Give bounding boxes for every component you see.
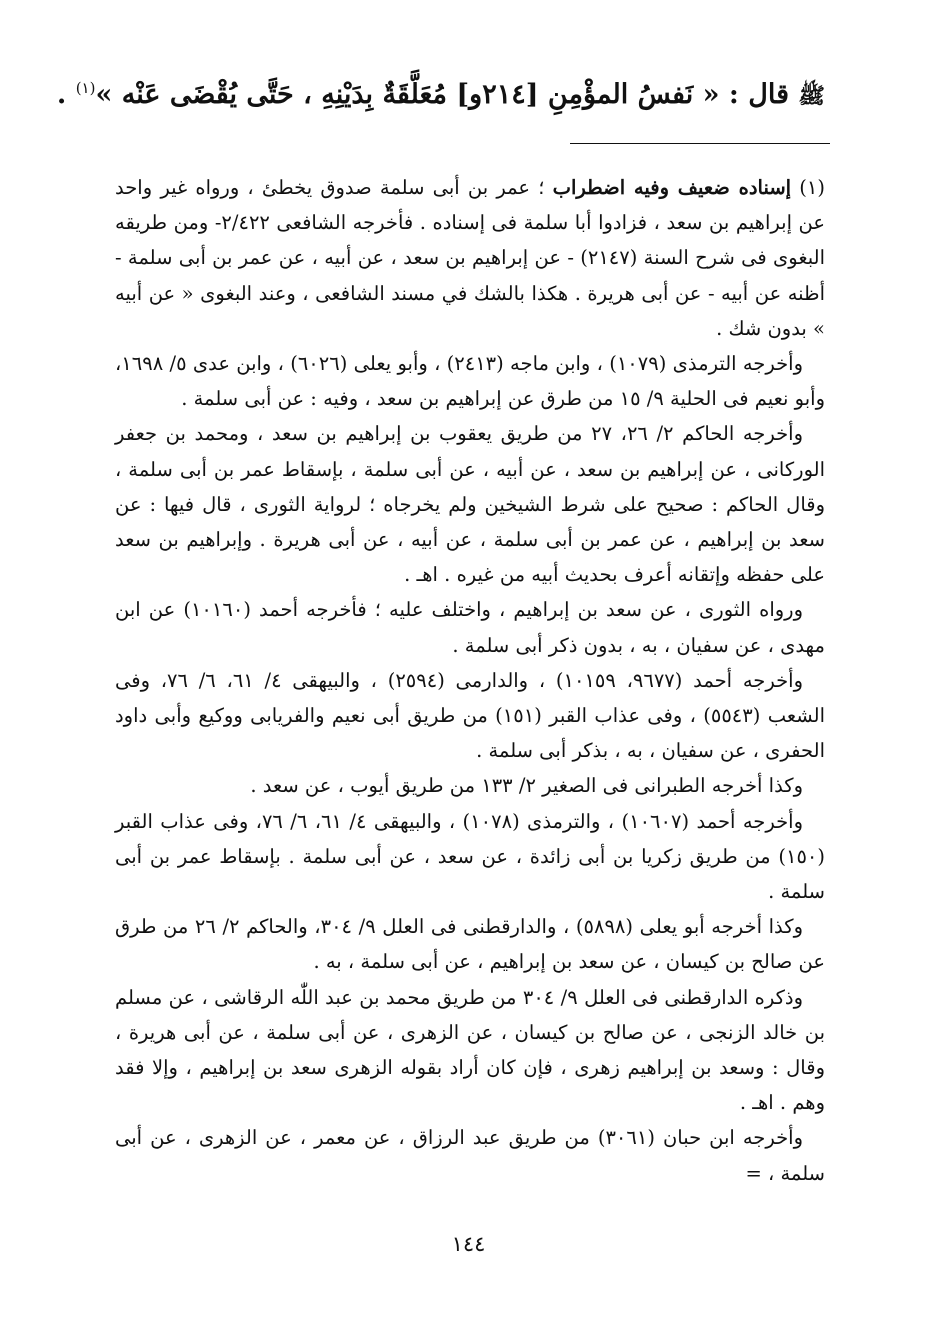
footnote-marker: (١) <box>75 79 96 97</box>
footnote-paragraph: وأخرجه أحمد (١٠٦٠٧) ، والترمذى (١٠٧٨) ، والبيهقى ٤/ ٦١، ٦/ ٧٦، وفى عذاب القبر (١٥٠) من طريق زكريا بن أبى زائدة ، عن سعد ، عن أبى سلمة . بإسقاط عمر بن أبى سلمة . <box>115 809 825 904</box>
footnote-verdict: إسناده ضعيف وفيه اضطراب <box>552 176 792 199</box>
footnote-text: ؛ عمر بن أبى سلمة صدوق يخطئ ، ورواه غير واحد عن إبراهيم بن سعد ، فزادوا أبا سلمة فى إسناده . فأخرجه الشافعى ٢/٤٢٢- ومن طريقه البغوى فى شرح السنة (٢١٤٧) - عن إبراهيم بن سعد ، عن أبيه ، عن عمر بن أبى سلمة - أظنه عن أبيه - عن أبى هريرة . هكذا بالشك في مسند الشافعى ، وعند البغوى « عن أبيه » بدون شك . <box>115 176 826 340</box>
hadith-line <box>56 66 825 118</box>
footnotes <box>115 170 825 1191</box>
honorific-glyph: ﷺ <box>798 83 825 109</box>
footnote-paragraph: ورواه الثورى ، عن سعد بن إبراهيم ، واختلف عليه ؛ فأخرجه أحمد (١٠١٦٠) عن ابن مهدى ، عن سفيان ، به ، بدون ذكر أبى سلمة . <box>115 598 825 657</box>
footnote-paragraph <box>115 170 825 346</box>
footnote-paragraph: وأخرجه أحمد (٩٦٧٧، ١٠١٥٩) ، والدارمى (٢٥٩٤) ، والبيهقى ٤/ ٦١، ٦/ ٧٦، وفى الشعب (٥٥٤٣) ، وفى عذاب القبر (١٥١) من طريق أبى نعيم والفريابى ووكيع وأبى داود الحفرى ، عن سفيان ، به ، بذكر أبى سلمة . <box>115 668 826 763</box>
page-number: ١٤٤ <box>451 1232 486 1256</box>
footnote-paragraph: وكذا أخرجه أبو يعلى (٥٨٩٨) ، والدارقطنى فى العلل ٩/ ٣٠٤، والحاكم ٢/ ٢٦ من طرق عن صالح بن كيسان ، عن سعد بن إبراهيم ، عن أبى سلمة ، به . <box>115 915 825 974</box>
footnote-paragraph: وكذا أخرجه الطبرانى فى الصغير ٢/ ١٣٣ من طريق أيوب ، عن سعد . <box>250 774 803 798</box>
hadith-end: . <box>56 79 76 110</box>
footnote-divider <box>570 143 830 144</box>
footnote-paragraph: وذكره الدارقطنى فى العلل ٩/ ٣٠٤ من طريق محمد بن عبد اللّٰه الرقاشى ، عن مسلم بن خالد الزنجى ، عن صالح بن كيسان ، عن الزهرى ، عن أبى سلمة ، عن أبى هريرة ، وقال : وسعد بن إبراهيم زهرى ، فإن كان أراد بقوله الزهرى سعد بن إبراهيم ، وإلا فقد وهم . اهـ . <box>115 985 825 1115</box>
footnote-paragraph: وأخرجه ابن حبان (٣٠٦١) من طريق عبد الرزاق ، عن معمر ، عن الزهرى ، عن أبى سلمة ، = <box>115 1126 825 1185</box>
hadith-text: قال : « نَفسُ المؤْمِنِ [٢١٤و] مُعَلَّقَةٌ بِدَيْنِهِ ، حَتَّى يُقْضَى عَنْه » <box>95 79 790 110</box>
footnote-paragraph: وأخرجه الحاكم ٢/ ٢٦، ٢٧ من طريق يعقوب بن إبراهيم بن سعد ، ومحمد بن جعفر الوركانى ، عن إبراهيم بن سعد ، عن أبيه ، عن أبى سلمة ، بإسقاط عمر بن أبى سلمة ، وقال الحاكم : صحيح على شرط الشيخين ولم يخرجاه ؛ لرواية الثورى ، قال فيها : عن سعد بن إبراهيم ، عن عمر بن أبى سلمة ، عن أبيه ، عن أبى هريرة . وإبراهيم بن سعد على حفظه وإتقانه أعرف بحديث أبيه من غيره . اهـ . <box>115 422 825 587</box>
footnote-number: (١) <box>799 176 825 199</box>
footnote-paragraph: وأخرجه الترمذى (١٠٧٩) ، وابن ماجه (٢٤١٣) ، وأبو يعلى (٦٠٢٦) ، وابن عدى ٥/ ١٦٩٨، وأبو نعيم فى الحلية ٩/ ١٥ من طرق عن إبراهيم بن سعد ، وفيه : عن أبى سلمة . <box>115 352 825 411</box>
